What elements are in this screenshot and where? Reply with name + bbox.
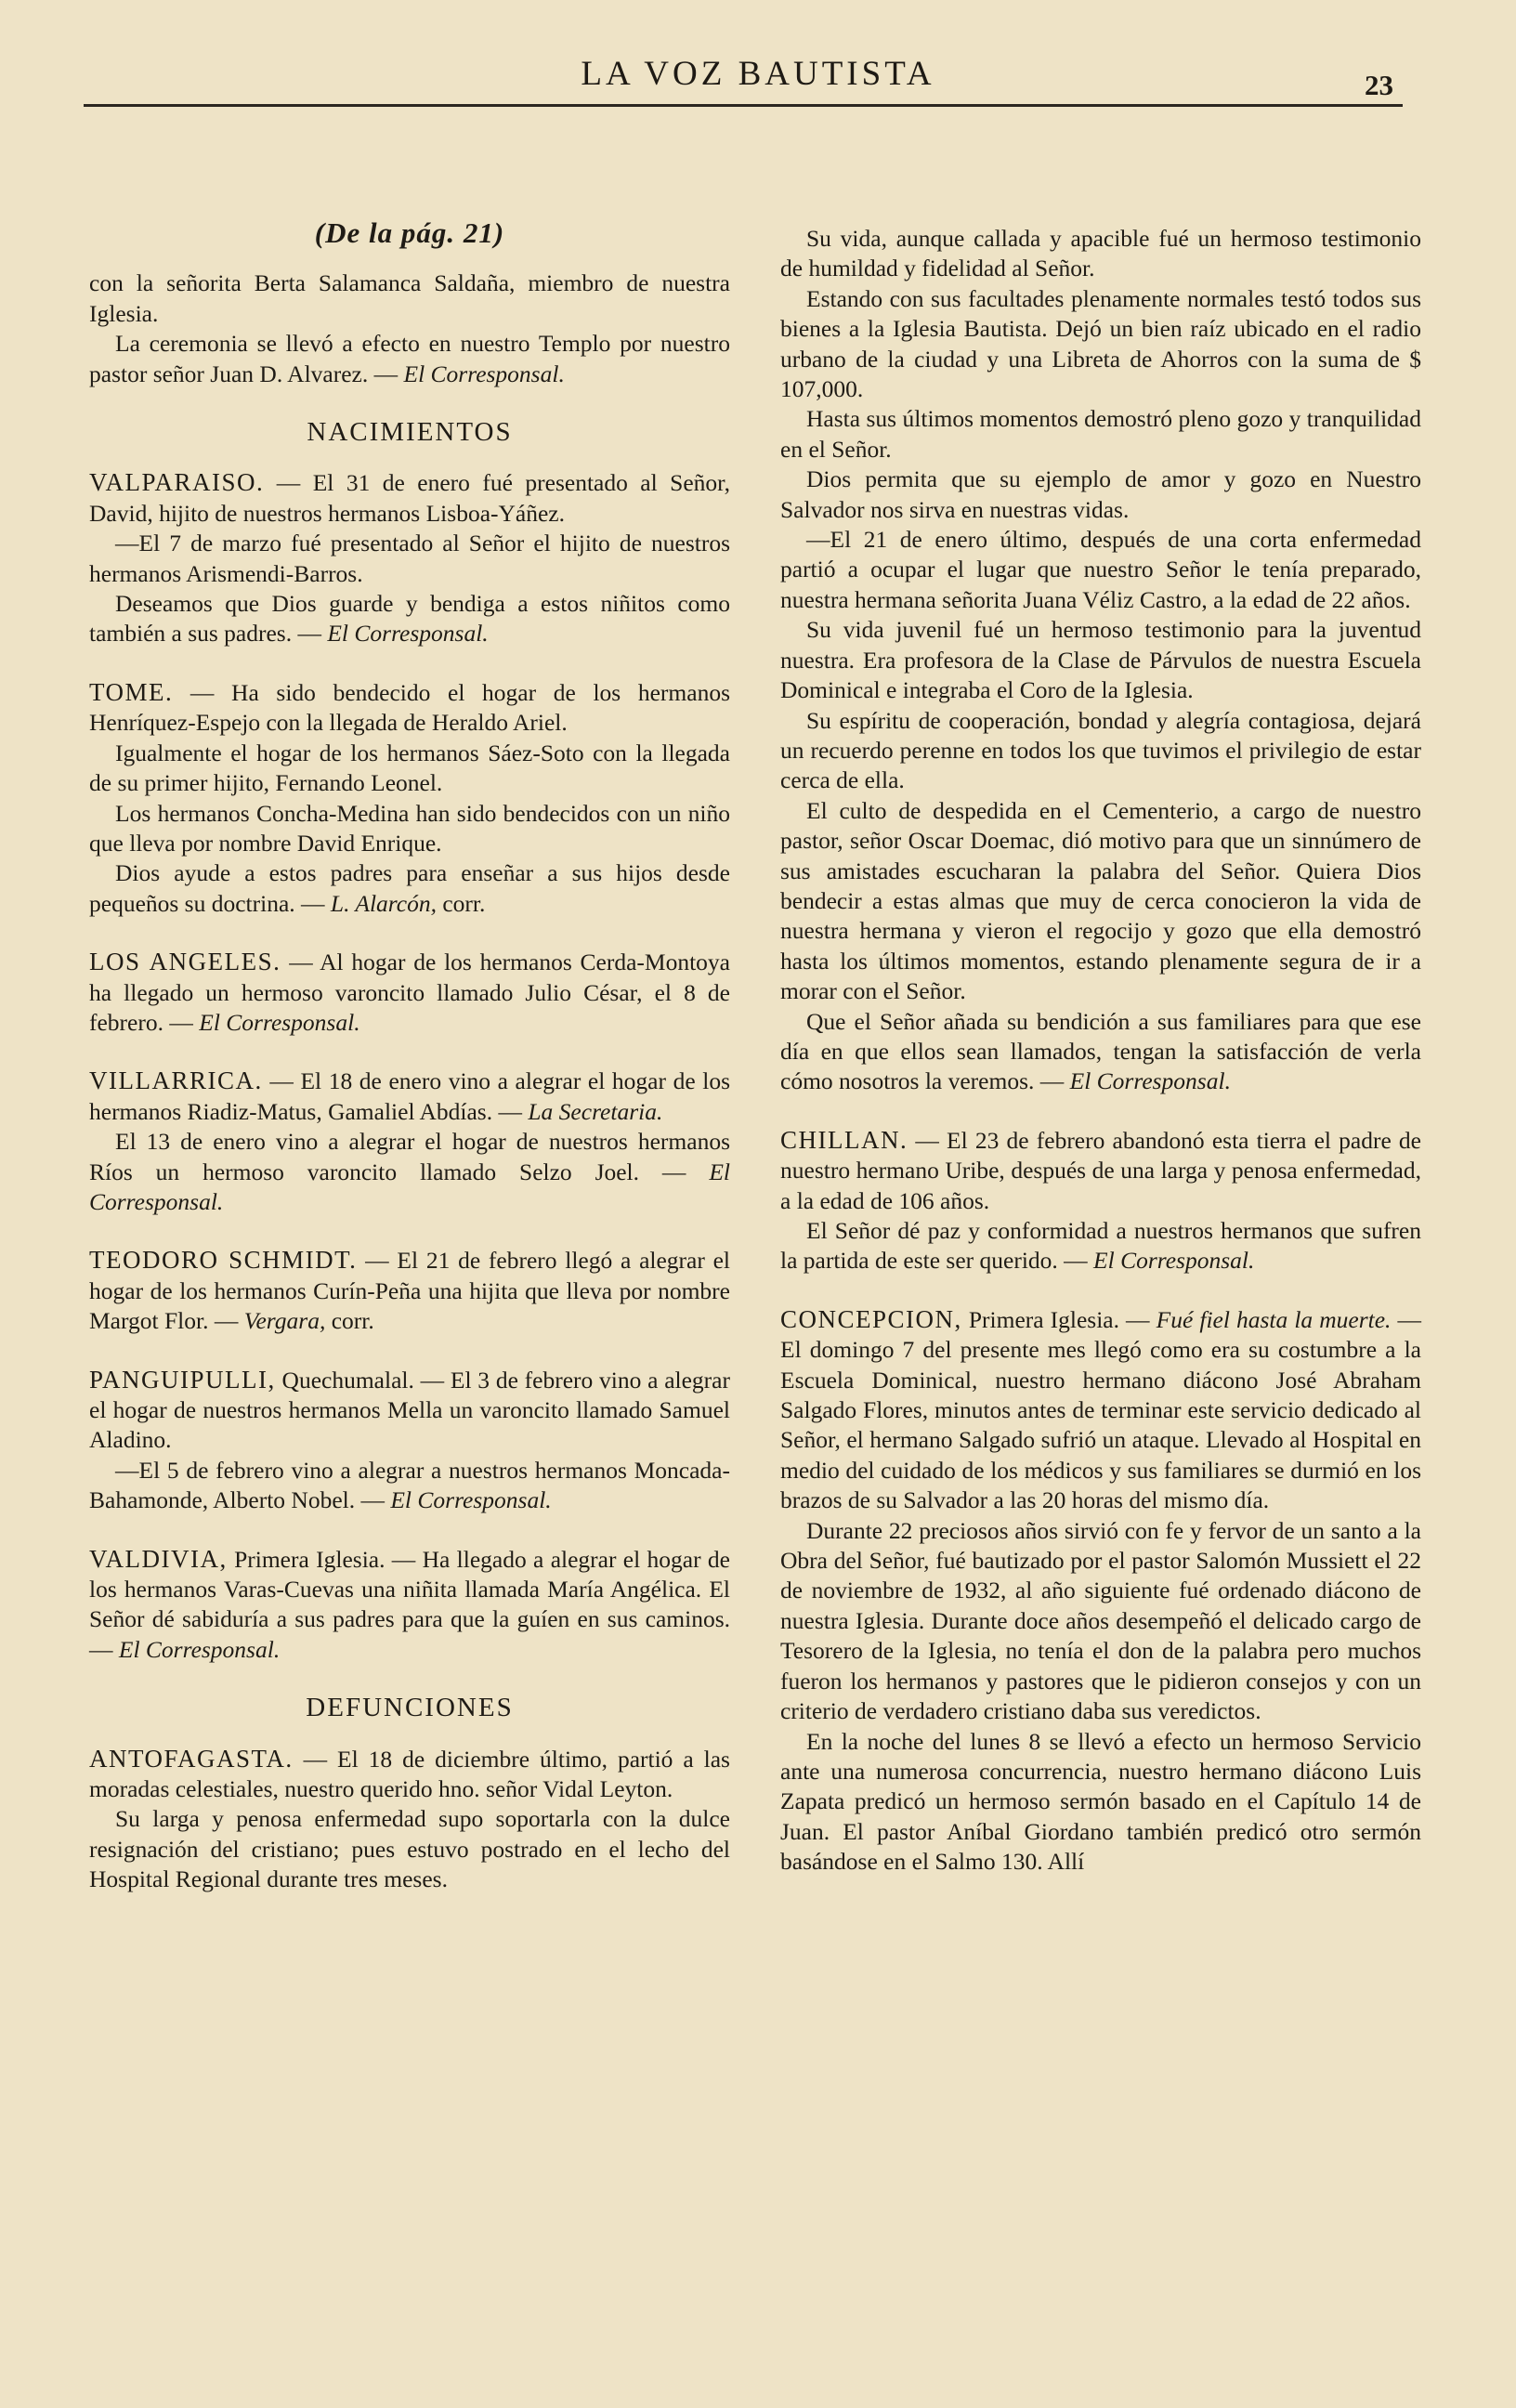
paragraph: Dios permita que su ejemplo de amor y gozo en Nuestro Salvador nos sirva en nuestras vidas. bbox=[780, 465, 1421, 523]
signature: El Corresponsal. bbox=[1069, 1067, 1231, 1095]
paragraph bbox=[89, 1544, 730, 1666]
paragraph bbox=[89, 1127, 730, 1217]
paragraph bbox=[89, 467, 730, 529]
news-item-valdivia bbox=[89, 1544, 730, 1666]
paragraph bbox=[89, 1066, 730, 1127]
paragraph-text: — El 18 de diciembre último, partió a las moradas celestiales, nuestro querido hno. señor Vidal Leyton. bbox=[89, 1745, 730, 1803]
paragraph-text: — El 21 de febrero llegó a alegrar el hogar de los hermanos Curín-Peña una hijita que lleva por nombre Margot Flor. — bbox=[89, 1247, 731, 1335]
news-item-panguipulli bbox=[89, 1365, 730, 1516]
signature: El Corresponsal. bbox=[403, 360, 565, 387]
place-subtitle: Quechumalal. bbox=[275, 1366, 414, 1394]
place-name: ANTOFAGASTA. bbox=[89, 1744, 294, 1773]
paragraph: —El 21 de enero último, después de una corta enfermedad partió a ocupar el lugar que nuestro Señor le tenía preparado, nuestra hermana señorita Juana Véliz Castro, a la edad de 22 años. bbox=[780, 526, 1421, 613]
paragraph-text: — El 31 de enero fué presentado al Señor, David, hijito de nuestros hermanos Lisboa-Yáñez. bbox=[89, 469, 730, 527]
paragraph-text: Que el Señor añada su bendición a sus familiares para que ese día en que ellos sean llamados, tengan la satisfacción de verla cómo nosotros la veremos. — bbox=[780, 1007, 1421, 1095]
paragraph-text: — Ha llegado a alegrar el hogar de los hermanos Varas-Cuevas una niñita llamada María Angélica. El Señor dé sabiduría a sus padres para que la guíen en sus caminos. — bbox=[89, 1545, 730, 1663]
paragraph-text: Dios ayude a estos padres para enseñar a sus hijos desde pequeños su doctrina. — bbox=[89, 859, 730, 917]
place-subtitle: Primera Iglesia. — bbox=[961, 1305, 1157, 1333]
paragraph-text: —El 5 de febrero vino a alegrar a nuestros hermanos Moncada-Bahamonde, Alberto Nobel. — bbox=[89, 1456, 730, 1514]
signature: La Secretaria. bbox=[528, 1097, 663, 1125]
place-name: PANGUIPULLI, bbox=[89, 1365, 276, 1394]
signature: Vergara, bbox=[243, 1307, 326, 1335]
paragraph: En la noche del lunes 8 se llevó a efecto un hermoso Servicio ante una numerosa concurrencia, nuestro hermano diácono Luis Zapata predicó un hermoso sermón basado en el Capítulo 14 de Juan. El pastor Aníbal Giordano también predicó otro sermón basándose en el Salmo 130. Allí bbox=[780, 1727, 1421, 1876]
place-name: VILLARRICA. bbox=[89, 1067, 263, 1095]
news-item-villarrica bbox=[89, 1066, 730, 1217]
place-subtitle: Primera Iglesia. bbox=[227, 1545, 386, 1573]
paragraph bbox=[89, 1245, 730, 1336]
left-column bbox=[89, 218, 730, 1923]
page-number: 23 bbox=[1365, 69, 1393, 101]
place-name: LOS ANGELES. bbox=[89, 948, 281, 976]
paragraph bbox=[89, 1744, 730, 1805]
paragraph: Estando con sus facultades plenamente normales testó todos sus bienes a la Iglesia Bautista. Dejó un bien raíz ubicado en el radio urbano de la ciudad y una Libreta de Ahorros con la suma de $ 107,000. bbox=[780, 284, 1421, 403]
paragraph-text: La ceremonia se llevó a efecto en nuestro Templo por nuestro pastor señor Juan D. Alvarez. — bbox=[89, 330, 730, 387]
paragraph: Su larga y penosa enfermedad supo soportarla con la dulce resignación del cristiano; pues estuvo postrado en el lecho del Hospital Regional durante tres meses. bbox=[89, 1805, 730, 1893]
place-name: VALPARAISO. bbox=[89, 468, 265, 497]
section-title-births: NACIMIENTOS bbox=[307, 417, 513, 448]
paragraph bbox=[89, 858, 730, 919]
news-item-concepcion bbox=[780, 1304, 1421, 1878]
news-item-antofagasta-continued bbox=[780, 224, 1421, 1097]
paragraph-text: — El domingo 7 del presente mes llegó como era su costumbre a la Escuela Dominical, nuestro hermano diácono José Abraham Salgado Flores, minutos antes de terminar este servicio dedicado al Señor, el hermano Salgado sufrió un ataque. Llevado al Hospital en medio del cuidado de los médicos y sus familiares se durmió en los brazos de su Salvador a las 20 horas del mismo día. bbox=[780, 1305, 1421, 1514]
place-name: TEODORO SCHMIDT. bbox=[89, 1246, 358, 1275]
paragraph-text: Deseamos que Dios guarde y bendiga a estos niñitos como también a sus padres. — bbox=[89, 590, 730, 648]
news-item-teodoro-schmidt bbox=[89, 1245, 730, 1336]
paragraph bbox=[89, 947, 730, 1038]
paragraph: Su vida juvenil fué un hermoso testimonio para la juventud nuestra. Era profesora de la Clase de Párvulos de nuestra Escuela Dominical e integraba el Coro de la Iglesia. bbox=[780, 616, 1421, 704]
right-column bbox=[780, 224, 1421, 1905]
paragraph: —El 7 de marzo fué presentado al Señor el hijito de nuestros hermanos Arismendi-Barros. bbox=[89, 530, 730, 587]
signature: El Corresponsal. bbox=[1093, 1247, 1255, 1275]
paragraph: Su vida, aunque callada y apacible fué un hermoso testimonio de humildad y fidelidad al Señor. bbox=[780, 225, 1421, 282]
paragraph bbox=[89, 329, 730, 389]
place-name: CONCEPCION, bbox=[780, 1304, 962, 1333]
signature: El Corresponsal. bbox=[390, 1486, 552, 1514]
signature: El Corresponsal. bbox=[89, 1158, 730, 1215]
signature: El Corresponsal. bbox=[327, 620, 489, 648]
paragraph: Durante 22 preciosos años sirvió con fe y fervor de un santo a la Obra del Señor, fué bautizado por el pastor Salomón Mussiett el 22 de noviembre de 1932, al año siguiente fué ordenado diácono de nuestra Iglesia. Durante doce años desempeñó el delicado cargo de Tesorero de la Iglesia, no tenía el don de la palabra pero muchos fueron los hermanos y pastores que le pidieron consejos y con un criterio de verdadero cristiano daba sus veredictos. bbox=[780, 1516, 1421, 1725]
magazine-title: LA VOZ BAUTISTA bbox=[581, 55, 935, 93]
news-item-valparaiso bbox=[89, 467, 730, 648]
emphasis-text: Fué fiel hasta la muerte. bbox=[1156, 1305, 1392, 1333]
place-name: CHILLAN. bbox=[780, 1125, 908, 1154]
header-rule bbox=[84, 104, 1403, 107]
news-item-antofagasta bbox=[89, 1744, 730, 1895]
section-title-deaths: DEFUNCIONES bbox=[306, 1693, 514, 1723]
place-name: VALDIVIA, bbox=[89, 1544, 228, 1573]
paragraph: Igualmente el hogar de los hermanos Sáez-Soto con la llegada de su primer hijito, Fernando Leonel. bbox=[89, 739, 730, 797]
paragraph bbox=[89, 589, 730, 649]
paragraph-text: — El 18 de enero vino a alegrar el hogar de los hermanos Riadiz-Matus, Gamaliel Abdías. — bbox=[89, 1067, 730, 1125]
signature: El Corresponsal. bbox=[118, 1635, 281, 1663]
paragraph-text: El Señor dé paz y conformidad a nuestros hermanos que sufren la partida de este ser querido. — bbox=[780, 1217, 1421, 1275]
paragraph: Su espíritu de cooperación, bondad y alegría contagiosa, dejará un recuerdo perenne en todos los que tuvimos el privilegio de estar cerca de ella. bbox=[780, 706, 1421, 794]
paragraph-text: — Al hogar de los hermanos Cerda-Montoya ha llegado un hermoso varoncito llamado Julio César, el 8 de febrero. — bbox=[89, 949, 730, 1036]
paragraph bbox=[780, 1007, 1421, 1097]
paragraph bbox=[89, 677, 730, 739]
paragraph-text: — Ha sido bendecido el hogar de los hermanos Henríquez-Espejo con la llegada de Heraldo Ariel. bbox=[89, 678, 730, 737]
paragraph: Hasta sus últimos momentos demostró pleno gozo y tranquilidad en el Señor. bbox=[780, 405, 1421, 463]
signature-role: corr. bbox=[325, 1307, 374, 1335]
signature: El Corresponsal. bbox=[199, 1008, 360, 1036]
paragraph-text: — El 3 de febrero vino a alegrar el hogar de nuestros hermanos Mella un varoncito llamado Samuel Aladino. bbox=[89, 1366, 730, 1454]
news-item-chillan bbox=[780, 1125, 1421, 1276]
continued-from-note: (De la pág. 21) bbox=[314, 216, 505, 249]
paragraph bbox=[780, 1304, 1421, 1516]
paragraph bbox=[780, 1125, 1421, 1216]
paragraph bbox=[89, 1456, 730, 1516]
signature-role: corr. bbox=[436, 889, 486, 917]
paragraph: El culto de despedida en el Cementerio, a cargo de nuestro pastor, señor Oscar Doemac, dió motivo para que un sinnúmero de sus amistades escucharan la palabra del Señor. Quiera Dios bendecir a estas almas que muy de cerca conocieron la vida de nuestra hermana y vieron el regocijo y gozo que ella demostró hasta los últimos momentos, estando plenamente segura de ir a morar con el Señor. bbox=[780, 796, 1421, 1005]
place-name: TOME. bbox=[89, 677, 174, 706]
signature: L. Alarcón, bbox=[330, 889, 437, 917]
news-item-los-angeles bbox=[89, 947, 730, 1038]
paragraph-text: El 13 de enero vino a alegrar el hogar de nuestros hermanos Ríos un hermoso varoncito llamado Selzo Joel. — bbox=[89, 1128, 730, 1185]
news-item-tome bbox=[89, 677, 730, 919]
paragraph bbox=[89, 1365, 730, 1456]
paragraph bbox=[780, 1216, 1421, 1276]
paragraph-text: — El 23 de febrero abandonó esta tierra el padre de nuestro hermano Uribe, después de una larga y penosa enfermedad, a la edad de 106 años. bbox=[780, 1126, 1421, 1214]
wedding-continuation bbox=[89, 268, 730, 389]
paragraph: con la señorita Berta Salamanca Saldaña, miembro de nuestra Iglesia. bbox=[89, 269, 730, 327]
paragraph: Los hermanos Concha-Medina han sido bendecidos con un niño que lleva por nombre David Enrique. bbox=[89, 799, 730, 857]
